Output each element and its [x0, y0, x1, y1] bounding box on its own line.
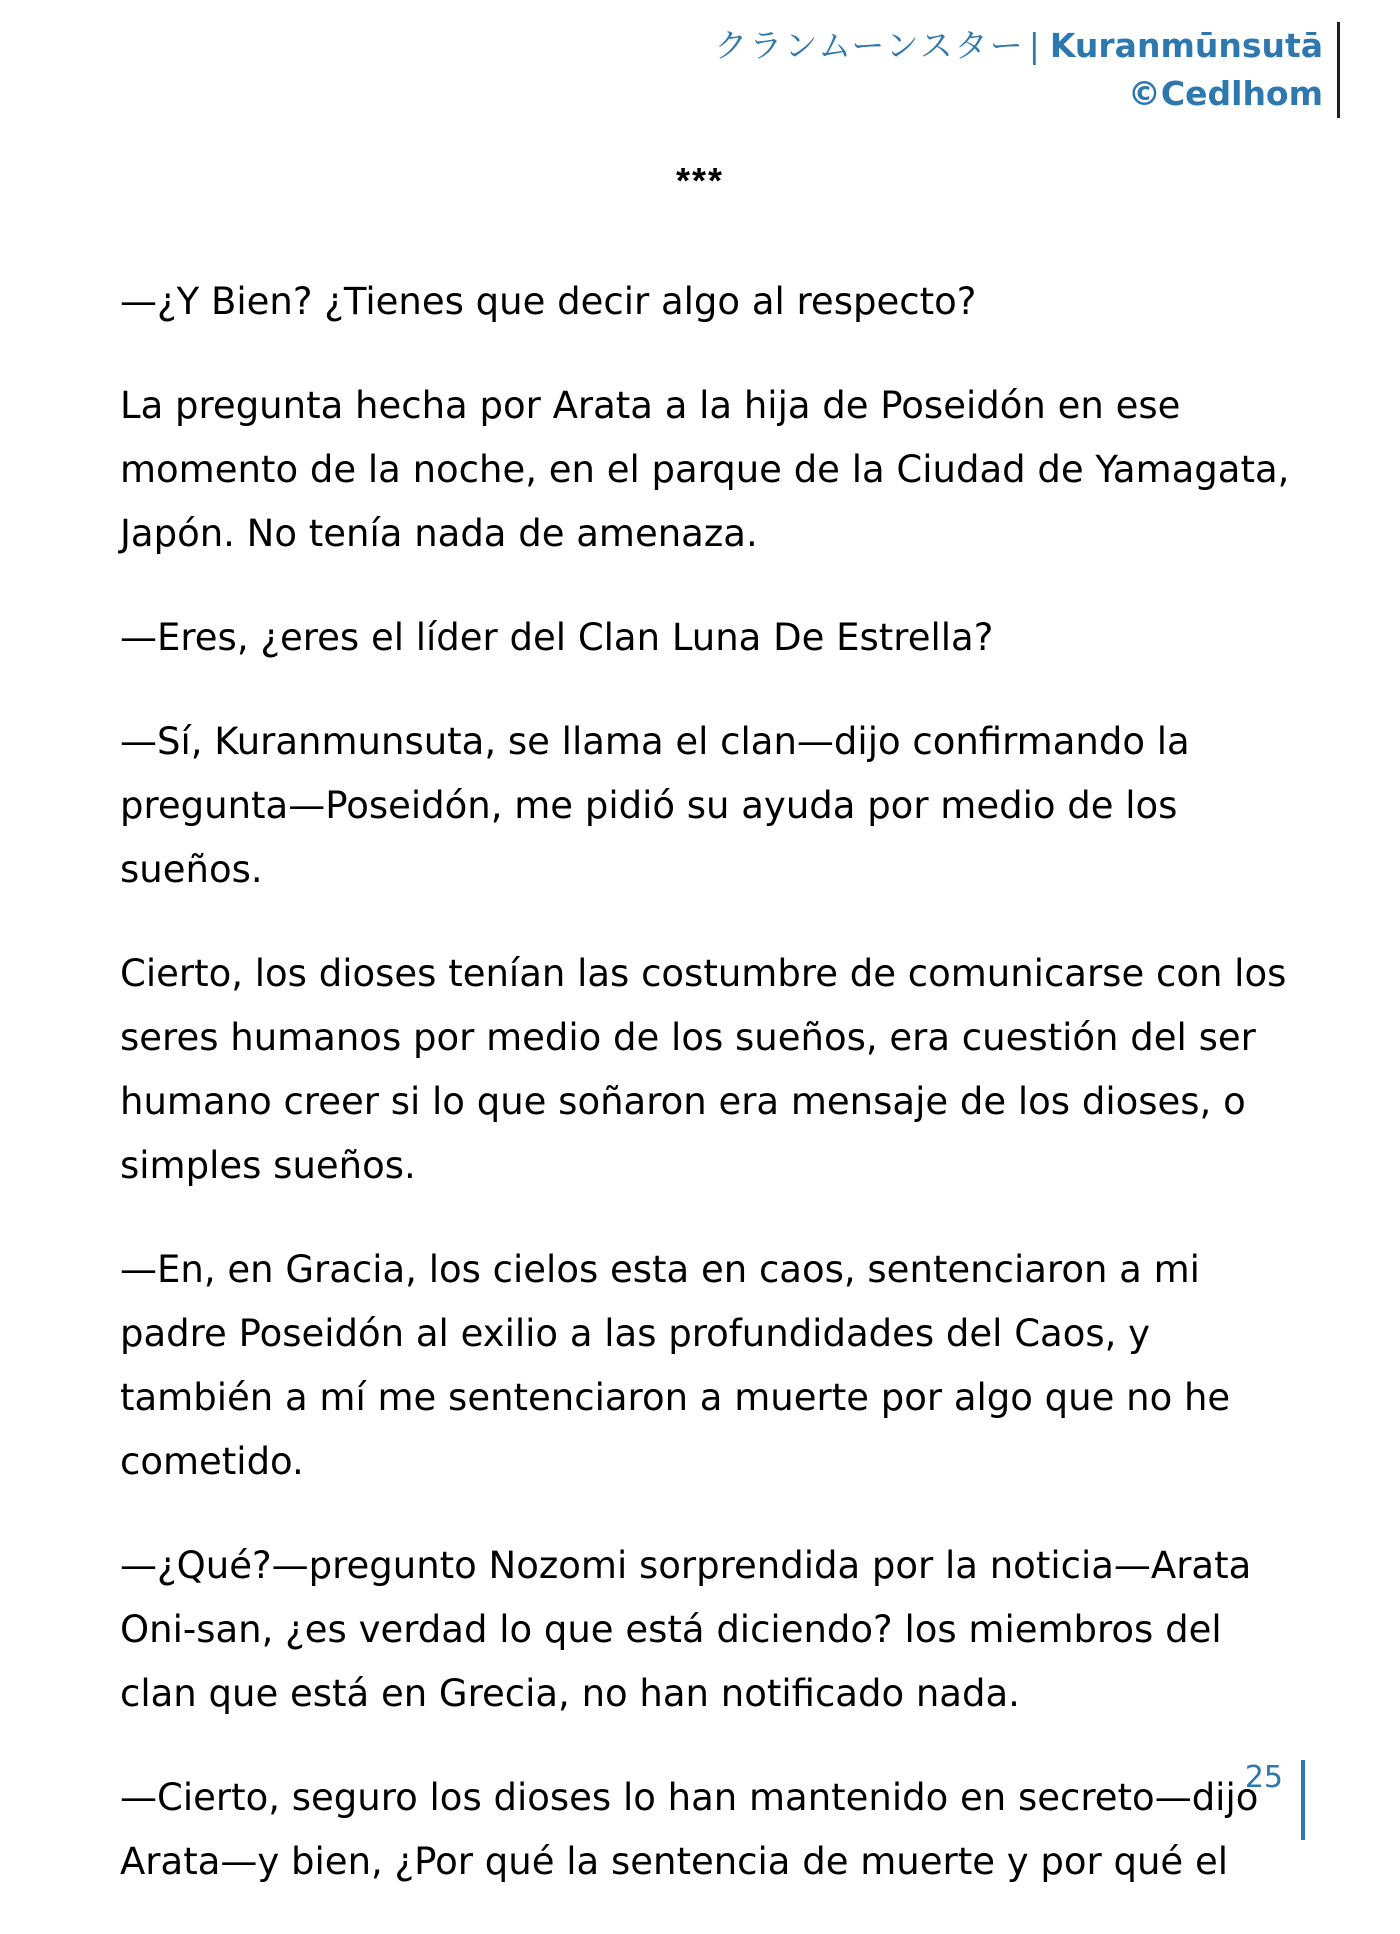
paragraph: —¿Qué?—pregunto Nozomi sorprendida por la noticia—Arata Oni-san, ¿es verdad lo que está diciendo? los miembros del clan que está en Grecia, no han notificado nada. [120, 1544, 1252, 1715]
running-header [714, 22, 1340, 118]
paragraph: —Sí, Kuranmunsuta, se llama el clan—dijo confirmando la pregunta—Poseidón, me pidió su ayuda por medio de los sueños. [120, 720, 1190, 891]
paragraph: Cierto, los dioses tenían las costumbre de comunicarse con los seres humanos por medio de los sueños, era cuestión del ser humano creer si lo que soñaron era mensaje de los dioses, o simples sueños. [120, 952, 1287, 1187]
header-title-line [714, 22, 1323, 70]
body-text [120, 270, 1310, 1934]
paragraph: —¿Y Bien? ¿Tienes que decir algo al respecto? [120, 280, 977, 323]
header-divider: | [1028, 26, 1040, 65]
paragraph: La pregunta hecha por Arata a la hija de Poseidón en ese momento de la noche, en el parque de la Ciudad de Yamagata, Japón. No tenía nada de amenaza. [120, 384, 1290, 555]
page-number: 25 [1245, 1760, 1305, 1840]
paragraph: —Cierto, seguro los dioses lo han mantenido en secreto—dijo Arata—y bien, ¿Por qué la sentencia de muerte y por qué el [120, 1776, 1259, 1883]
header-japanese-title: クランムーンスター [714, 26, 1025, 65]
header-romaji-title: Kuranmūnsutā [1049, 26, 1323, 65]
header-copyright: ©Cedlhom [1127, 74, 1323, 113]
paragraph: —En, en Gracia, los cielos esta en caos, sentenciaron a mi padre Poseidón al exilio a las profundidades del Caos, y también a mí me sentenciaron a muerte por algo que no he cometido. [120, 1248, 1231, 1483]
scene-separator: *** [675, 160, 725, 201]
paragraph: —Eres, ¿eres el líder del Clan Luna De Estrella? [120, 616, 994, 659]
